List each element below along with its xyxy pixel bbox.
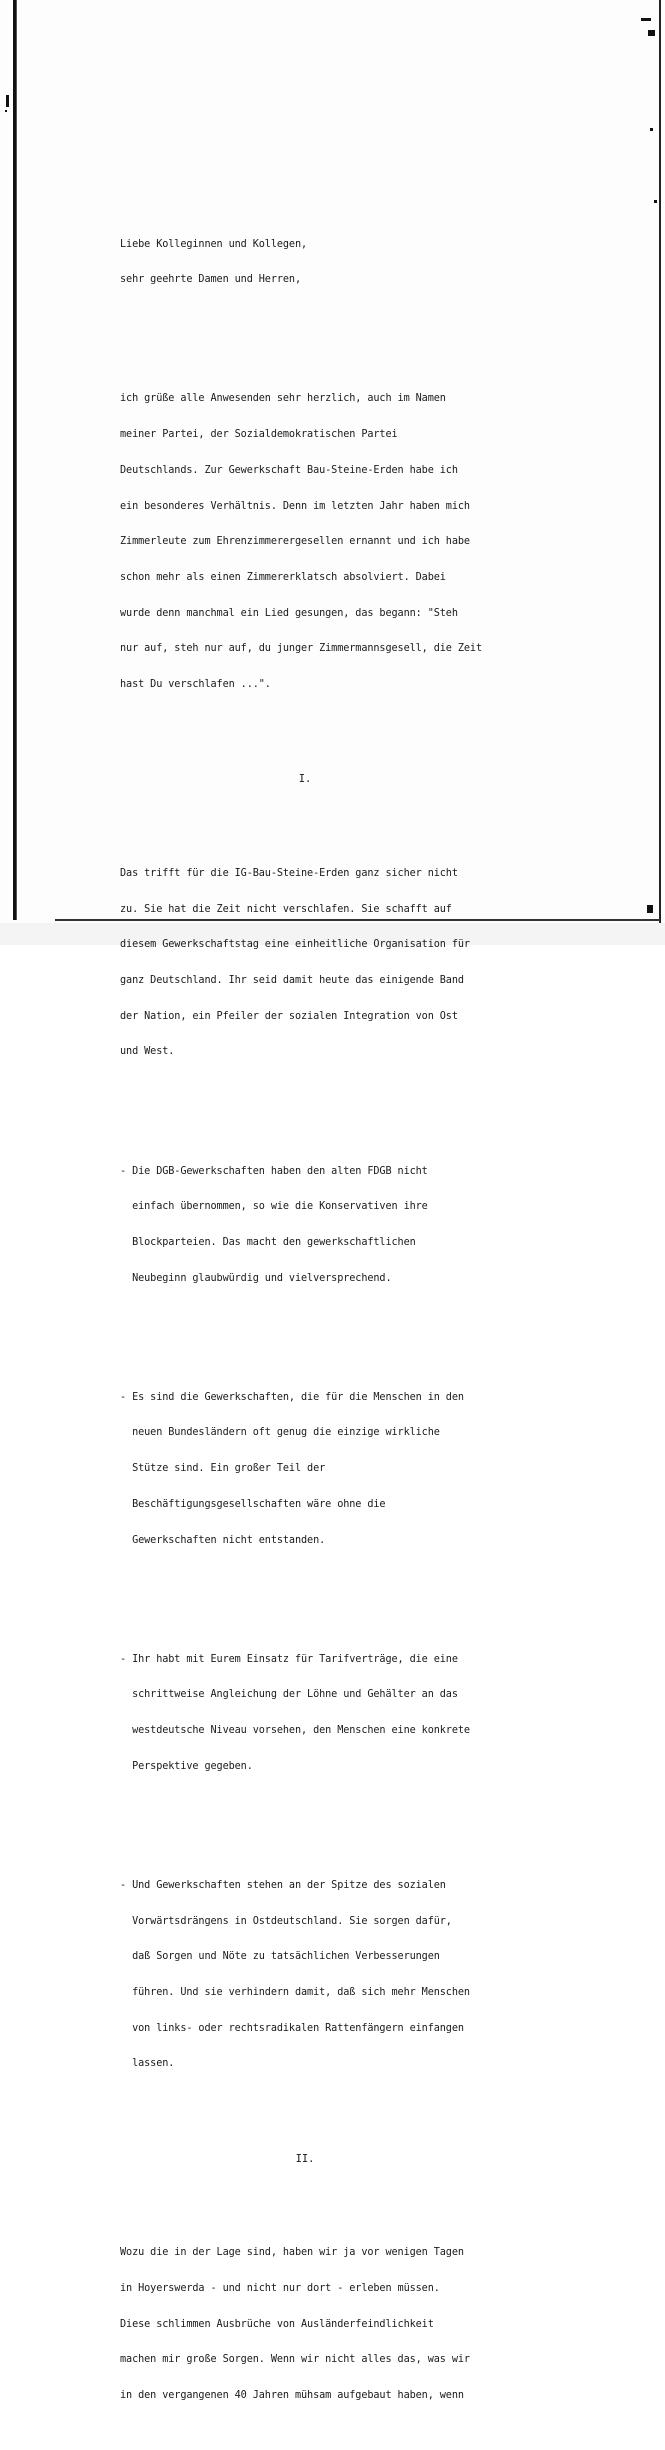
salutation (120, 215, 490, 310)
text-line: schrittweise Angleichung der Löhne und Gehälter an das (120, 1689, 458, 1701)
text-line: nur auf, steh nur auf, du junger Zimmermannsgesell, die Zeit (120, 643, 483, 655)
text-line: Gewerkschaften nicht entstanden. (120, 1534, 326, 1546)
text-line: in den vergangenen 40 Jahren mühsam aufgebaut haben, wenn (120, 2390, 464, 2402)
text-line: Wozu die in der Lage sind, haben wir ja vor wenigen Tagen (120, 2247, 464, 2259)
text-line: neuen Bundesländern oft genug die einzige wirkliche (120, 1427, 440, 1439)
text-line: westdeutsche Niveau vorsehen, den Menschen eine konkrete (120, 1725, 470, 1737)
text-line: Beschäftigungsgesellschaften wäre ohne die (120, 1498, 386, 1510)
scan-edge-right (659, 0, 661, 945)
text-line: schon mehr als einen Zimmererklatsch absolviert. Dabei (120, 571, 446, 583)
section-heading: II. (295, 2152, 315, 2165)
text-line: zu. Sie hat die Zeit nicht verschlafen. Sie schafft auf (120, 903, 452, 915)
bullet-item (120, 1856, 490, 2094)
text-line: Blockparteien. Das macht den gewerkschaftlichen (120, 1236, 416, 1248)
scan-edge-left-shadow (16, 0, 17, 920)
section2-paragraph (120, 2223, 490, 2425)
text-line: führen. Und sie verhindern damit, daß sich mehr Menschen (120, 1987, 470, 1999)
text-line: meiner Partei, der Sozialdemokratischen Partei (120, 429, 398, 441)
scan-speck (647, 905, 653, 913)
text-line: daß Sorgen und Nöte zu tatsächlichen Verbesserungen (120, 1951, 440, 1963)
text-line: diesem Gewerkschaftstag eine einheitliche Organisation für (120, 939, 470, 951)
scan-speck (5, 110, 7, 112)
text-line: - Ihr habt mit Eurem Einsatz für Tarifverträge, die eine (120, 1653, 458, 1665)
text-line: Neubeginn glaubwürdig und vielversprechend. (120, 1272, 392, 1284)
text-line: in Hoyerswerda - und nicht nur dort - erleben müssen. (120, 2282, 440, 2294)
section1-paragraph (120, 844, 490, 1082)
section-heading: I. (298, 773, 312, 786)
text-line: Diese schlimmen Ausbrüche von Ausländerfeindlichkeit (120, 2318, 434, 2330)
text-line: - Die DGB-Gewerkschaften haben den alten FDGB nicht (120, 1165, 428, 1177)
salutation-line: Liebe Kolleginnen und Kollegen, (120, 238, 308, 250)
text-line: Vorwärtsdrängens in Ostdeutschland. Sie sorgen dafür, (120, 1915, 452, 1927)
intro-paragraph (120, 370, 490, 715)
text-line: hast Du verschlafen ...". (120, 679, 271, 691)
scan-speck (6, 95, 9, 107)
bullet-item (120, 1630, 490, 1797)
text-line: einfach übernommen, so wie die Konservativen ihre (120, 1201, 428, 1213)
text-line: - Es sind die Gewerkschaften, die für die Menschen in den (120, 1391, 464, 1403)
text-line: lassen. (120, 2058, 175, 2070)
text-line: Zimmerleute zum Ehrenzimmerergesellen ernannt und ich habe (120, 536, 470, 548)
text-line: Deutschlands. Zur Gewerkschaft Bau-Steine-Erden habe ich (120, 464, 458, 476)
text-line: wurde denn manchmal ein Lied gesungen, das begann: "Steh (120, 607, 458, 619)
text-line: - Und Gewerkschaften stehen an der Spitze des sozialen (120, 1879, 446, 1891)
scan-speck (654, 200, 657, 203)
text-line: ein besonderes Verhältnis. Denn im letzten Jahr haben mich (120, 500, 470, 512)
salutation-line: sehr geehrte Damen und Herren, (120, 274, 302, 286)
text-line: Das trifft für die IG-Bau-Steine-Erden ganz sicher nicht (120, 867, 458, 879)
bullet-item (120, 1142, 490, 1309)
bullet-item (120, 1368, 490, 1570)
text-line: ich grüße alle Anwesenden sehr herzlich, auch im Namen (120, 393, 446, 405)
text-line: machen mir große Sorgen. Wenn wir nicht alles das, was wir (120, 2354, 470, 2366)
text-line: ganz Deutschland. Ihr seid damit heute das einigende Band (120, 974, 464, 986)
letter-body (120, 191, 490, 2450)
text-line: von links- oder rechtsradikalen Rattenfängern einfangen (120, 2022, 464, 2034)
text-line: Perspektive gegeben. (120, 1760, 253, 1772)
scan-speck (650, 128, 653, 131)
text-line: Stütze sind. Ein großer Teil der (120, 1463, 326, 1475)
text-line: und West. (120, 1046, 175, 1058)
text-line: der Nation, ein Pfeiler der sozialen Integration von Ost (120, 1010, 458, 1022)
scan-speck (648, 30, 655, 36)
scan-speck (641, 18, 651, 21)
